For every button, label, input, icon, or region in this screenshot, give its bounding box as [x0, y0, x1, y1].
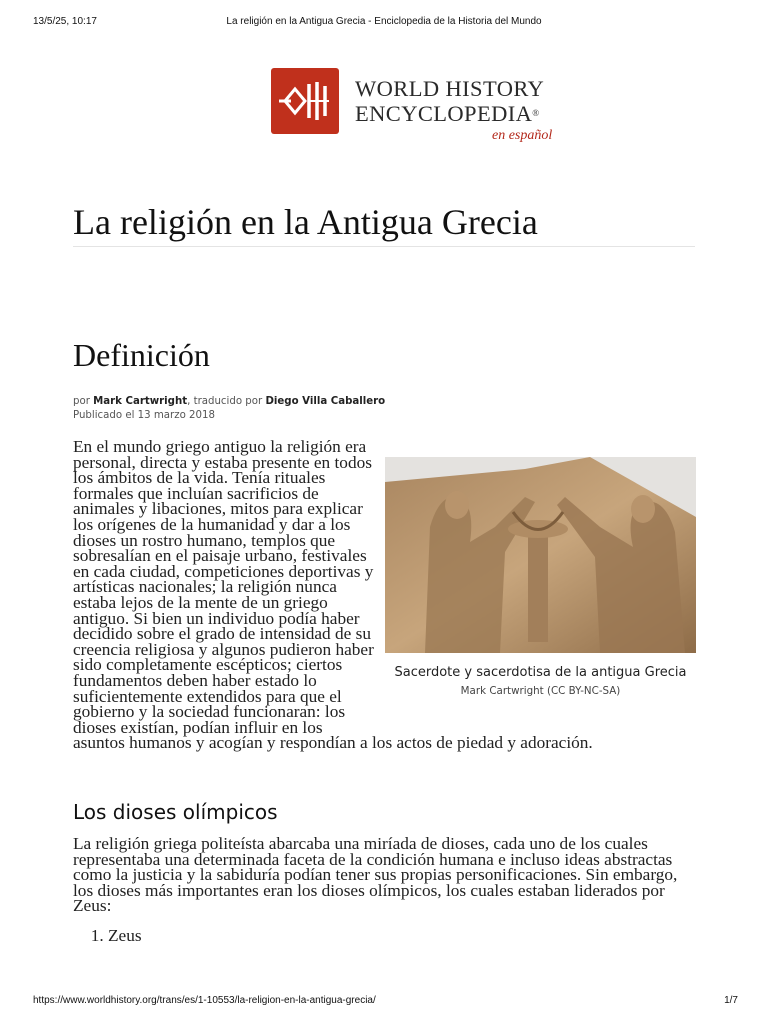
- logo-subtitle: en español: [492, 128, 553, 143]
- logo-wordmark: [355, 76, 544, 126]
- logo-line1: WORLD HISTORY: [355, 76, 545, 101]
- print-url: https://www.worldhistory.org/trans/es/1-10553/la-religion-en-la-antigua-grecia/: [33, 995, 376, 1006]
- print-datetime: 13/5/25, 10:17: [33, 16, 97, 27]
- page-number: 1/7: [724, 995, 738, 1006]
- figure-credit: Mark Cartwright (CC BY-NC-SA): [460, 685, 621, 697]
- list-item: 1. Zeus: [108, 926, 142, 946]
- relief-image[interactable]: [385, 457, 696, 653]
- print-doc-title: La religión en la Antigua Grecia - Enciclopedia de la Historia del Mundo: [226, 16, 542, 27]
- registered-mark: ®: [532, 108, 540, 118]
- byline-translated: , traducido por: [187, 396, 263, 407]
- logo-line2: ENCYCLOPEDIA: [355, 101, 533, 126]
- logo-mark: [271, 68, 339, 134]
- page-title: La religión en la Antigua Grecia: [73, 202, 538, 242]
- byline: [73, 395, 385, 423]
- section-heading-definition: Definición: [73, 337, 210, 373]
- intro-paragraph-text: En el mundo griego antiguo la religión era personal, directa y estaba presente en todos los ámbitos de la vida. Tenía rituales formales que incluían sacrificios de animales y libaciones, mitos para explicar los orígenes de la humanidad y dar a los dioses un rostro humano, templos que sobresalían en el paisaje urbano, festivales en cada ciudad, competiciones deportivas y artísticas nacionales; la religión nunca estaba lejos de la mente de un griego antiguo. Si bien un individuo podía haber decidido sobre el grado de intensidad de su creencia religiosa y algunos pudieron haber sido completamente escépticos; ciertos fundamentos deben haber estado lo suficientemente extendidos para que el gobierno y la sociedad funcionaran: los dioses existían, podían influir en los asuntos humanos y acogían y respondían a los actos de piedad y adoración.: [73, 437, 593, 753]
- byline-by: por: [73, 396, 90, 407]
- figure-caption: Sacerdote y sacerdotisa de la antigua Grecia: [394, 665, 687, 680]
- subheading-olympian-gods: Los dioses olímpicos: [73, 800, 278, 824]
- logo-glyph-icon: [271, 68, 339, 134]
- site-logo[interactable]: [271, 68, 561, 148]
- publish-date: Publicado el 13 marzo 2018: [73, 410, 215, 421]
- olympians-paragraph: La religión griega politeísta abarcaba una miríada de dioses, cada uno de los cuales representaba una determinada faceta de la condición humana e incluso ideas abstractas como la justicia y la sabiduría podían tener sus propias personificaciones. Sin embargo, los dioses más importantes eran los dioses olímpicos, los cuales estaban liderados por Zeus:: [73, 834, 678, 916]
- author-link[interactable]: Mark Cartwright: [93, 396, 188, 407]
- article-figure: [385, 457, 696, 699]
- title-divider: [73, 246, 695, 247]
- translator-link[interactable]: Diego Villa Caballero: [265, 396, 386, 407]
- gods-list: [90, 926, 142, 946]
